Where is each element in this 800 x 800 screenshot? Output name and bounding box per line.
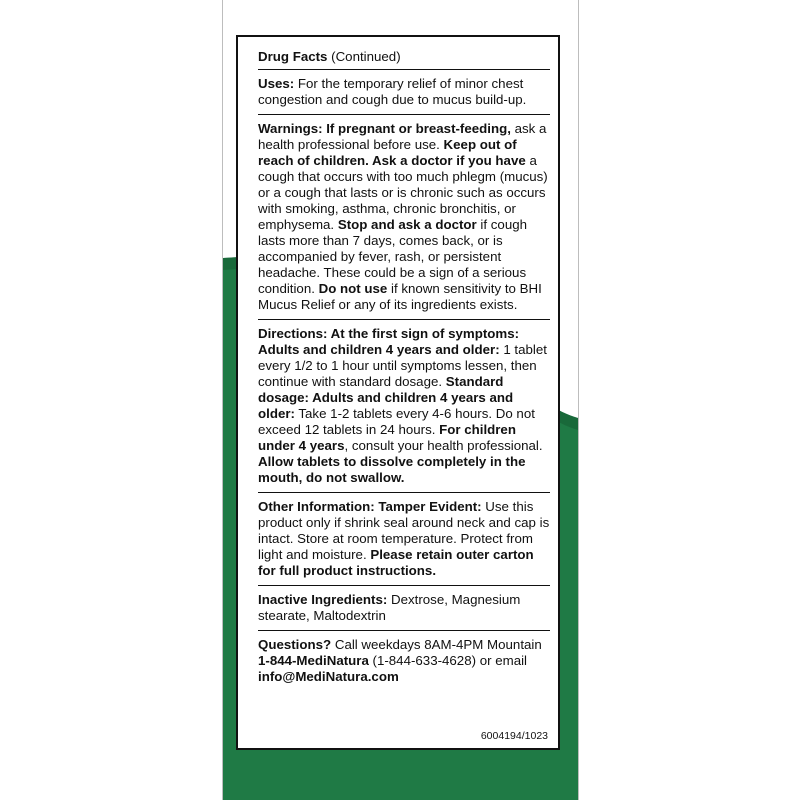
directions-dissolve-bold: Allow tablets to dissolve completely in the mouth, do not swallow.: [258, 454, 526, 485]
drug-facts-title: Drug Facts: [258, 49, 328, 64]
warnings-pregnant-text: ask a health professional before use.: [258, 121, 547, 152]
warnings-pregnant-bold: If pregnant or breast-feeding,: [322, 121, 511, 136]
directions-first-sign-bold: At the first sign of symptoms: Adults and children 4 years and older:: [258, 326, 520, 357]
uses-text: For the temporary relief of minor chest congestion and cough due to mucus build-up.: [258, 76, 527, 107]
directions-standard-bold: Standard dosage: Adults and children 4 years and older:: [258, 374, 514, 421]
warnings-stop-text: if cough lasts more than 7 days, comes back, or is accompanied by fever, rash, or persistent headache. These could be a sign of a serious condition.: [258, 217, 528, 296]
warnings-section: [258, 115, 550, 320]
warnings-ask-doctor-bold: Ask a doctor if you have: [368, 153, 526, 168]
questions-section: [258, 631, 550, 685]
warnings-children-bold: Keep out of reach of children.: [258, 137, 517, 168]
directions-section: [258, 320, 550, 493]
other-info-text: Use this product only if shrink seal around neck and cap is intact. Store at room temperature. Protect from light and moisture.: [258, 499, 550, 562]
questions-label: Questions?: [258, 637, 332, 652]
questions-phone: 1-844-MediNatura: [258, 653, 369, 668]
questions-text-1: Call weekdays 8AM-4PM Mountain: [331, 637, 542, 652]
inactive-label: Inactive Ingredients:: [258, 592, 388, 607]
warnings-ask-doctor-text: a cough that occurs with too much phlegm (mucus) or a cough that lasts or is chronic such as occurs with smoking, asthma, chronic bronchitis, or emphysema.: [258, 153, 548, 232]
uses-label: Uses:: [258, 76, 295, 91]
uses-section: [258, 70, 550, 115]
drug-facts-continued: (Continued): [331, 49, 401, 64]
drug-facts-box: [236, 35, 560, 750]
questions-text-2: (1-844-633-4628) or email: [368, 653, 528, 668]
other-info-label: Other Information:: [258, 499, 375, 514]
other-info-retain-bold: Please retain outer carton for full product instructions.: [258, 547, 534, 578]
lot-number: 6004194/1023: [480, 730, 548, 742]
warnings-label: Warnings:: [258, 121, 323, 136]
directions-first-sign-text: 1 tablet every 1/2 to 1 hour until symptoms lessen, then continue with standard dosage.: [258, 342, 547, 389]
inactive-ingredients-section: [258, 586, 550, 631]
directions-standard-text: Take 1-2 tablets every 4-6 hours. Do not exceed 12 tablets in 24 hours.: [258, 406, 535, 437]
directions-under4-bold: For children under 4 years: [258, 422, 516, 453]
other-information-section: [258, 493, 550, 586]
warnings-do-not-use-bold: Do not use: [314, 281, 388, 296]
directions-label: Directions:: [258, 326, 328, 341]
drug-facts-header: [258, 41, 550, 70]
directions-under4-text: , consult your health professional.: [344, 438, 543, 453]
inactive-text: Dextrose, Magnesium stearate, Maltodextrin: [258, 592, 521, 623]
warnings-do-not-use-text: if known sensitivity to BHI Mucus Relief or any of its ingredients exists.: [258, 281, 542, 312]
questions-email: info@MediNatura.com: [258, 669, 399, 684]
other-info-tamper-bold: Tamper Evident:: [374, 499, 482, 514]
label-panel: [222, 0, 579, 800]
warnings-stop-bold: Stop and ask a doctor: [334, 217, 477, 232]
